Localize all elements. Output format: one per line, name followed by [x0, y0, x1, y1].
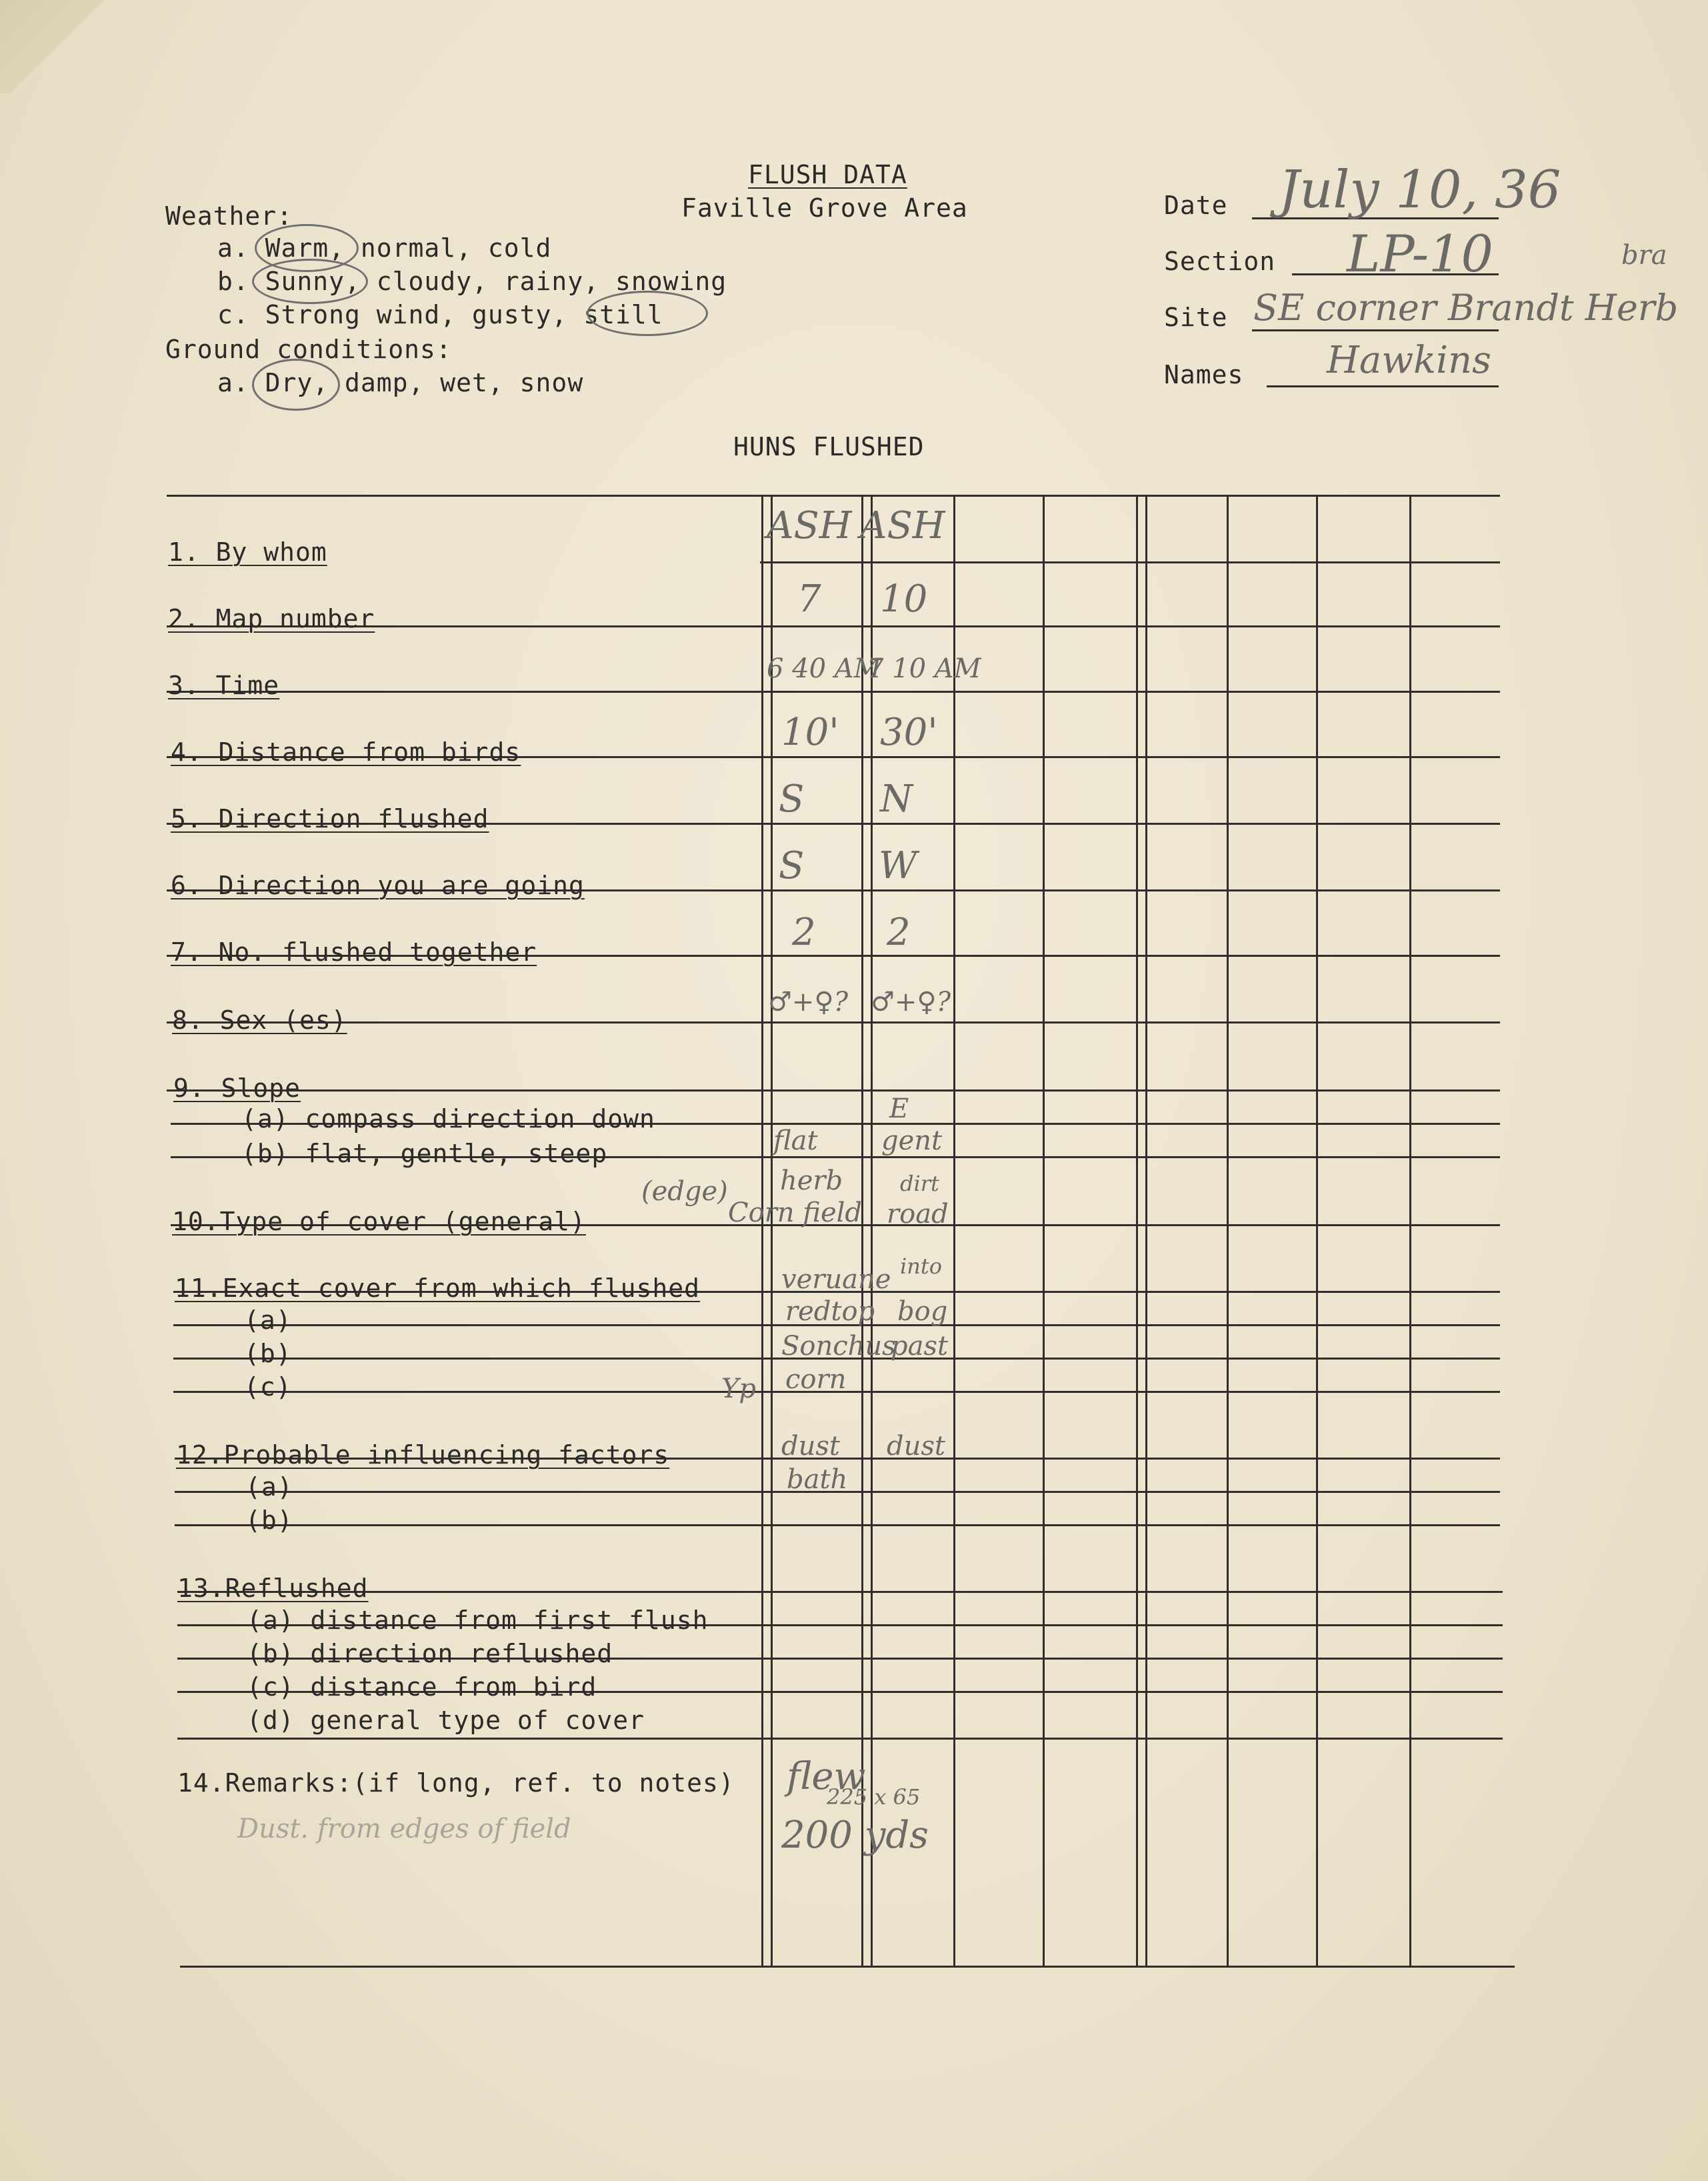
- circle-still: [587, 291, 708, 336]
- site-value: SE corner Brandt Herb: [1253, 287, 1679, 329]
- row-slope-b: (b) flat, gentle, steep: [241, 1139, 608, 1168]
- row-reflushed-c: (c) distance from bird: [247, 1672, 597, 1702]
- row-exact-cover-b: (b): [244, 1339, 292, 1368]
- site-line: [1252, 329, 1499, 331]
- row-exact-cover-c: (c): [244, 1372, 292, 1402]
- weather-option-c: c. Strong wind, gusty, still: [217, 300, 663, 329]
- row-map-number: 2. Map number: [168, 604, 375, 633]
- c1-influencing-a: bath: [787, 1464, 848, 1495]
- grid-column-line: [771, 496, 773, 1966]
- site-label: Site: [1164, 303, 1228, 332]
- row-sex: 8. Sex (es): [172, 1005, 347, 1035]
- row-remarks: 14.Remarks:(if long, ref. to notes): [177, 1768, 735, 1798]
- row-by-whom: 1. By whom: [168, 537, 327, 567]
- grid-row-line: [167, 691, 1500, 693]
- c2-sex: ♂+♀?: [871, 987, 951, 1017]
- c2-influencing: dust: [887, 1431, 945, 1462]
- c1-sex: ♂+♀?: [768, 987, 849, 1017]
- c1-influencing: dust: [781, 1431, 840, 1462]
- circle-dry: [252, 359, 340, 411]
- c2-slope-a: E: [889, 1094, 909, 1124]
- row-reflushed-b: (b) direction reflushed: [247, 1639, 613, 1668]
- grid-row-line: [177, 1738, 1503, 1740]
- c1-direction-going: S: [779, 844, 805, 887]
- c2-direction-going: W: [879, 844, 917, 887]
- c1-exact-cover: veruane: [781, 1264, 891, 1295]
- names-line: [1267, 385, 1499, 387]
- c2-direction-flushed: N: [880, 777, 913, 821]
- c2-exact-cover-a: bog: [897, 1296, 948, 1327]
- grid-column-line: [953, 496, 955, 1966]
- names-label: Names: [1164, 360, 1244, 389]
- weather-option-a: a. Warm, normal, cold: [217, 233, 552, 263]
- dust-margin-note: Dust. from edges of field: [237, 1814, 571, 1844]
- c2-exact-cover: into: [900, 1254, 942, 1279]
- yp-note: Yp: [721, 1374, 757, 1404]
- c2-remarks-1: 225 x 65: [827, 1784, 921, 1810]
- grid-column-line: [1227, 496, 1229, 1966]
- row-influencing-b: (b): [245, 1506, 293, 1535]
- c1-time: 6 40 AM: [767, 653, 881, 684]
- row-influencing-a: (a): [245, 1472, 293, 1502]
- c1-remarks-1: flew: [787, 1755, 866, 1798]
- form-subtitle: Faville Grove Area: [681, 193, 968, 223]
- edge-note: (edge): [641, 1176, 728, 1207]
- row-direction-flushed: 5. Direction flushed: [171, 804, 489, 833]
- c2-exact-cover-b: past: [891, 1331, 949, 1362]
- section-value: LP-10: [1347, 224, 1493, 283]
- row-exact-cover: 11.Exact cover from which flushed: [175, 1274, 700, 1303]
- c2-time: 7 10 AM: [867, 653, 981, 684]
- row-reflushed-d: (d) general type of cover: [247, 1706, 645, 1735]
- c1-cover-general-2: Corn field: [728, 1198, 863, 1228]
- row-time: 3. Time: [168, 671, 280, 700]
- grid-column-line: [871, 496, 873, 1966]
- row-exact-cover-a: (a): [244, 1306, 292, 1335]
- c2-map-number: 10: [880, 577, 928, 621]
- date-value: July 10, 36: [1279, 160, 1561, 220]
- c2-distance: 30': [880, 711, 938, 754]
- row-slope: 9. Slope: [173, 1073, 301, 1103]
- grid-row-line: [177, 1591, 1503, 1593]
- grid-column-line: [1136, 496, 1138, 1966]
- c1-exact-cover-c: corn: [785, 1364, 847, 1395]
- date-label: Date: [1164, 191, 1228, 220]
- section-label: Section: [1164, 247, 1276, 276]
- c2-cover-general-2: road: [887, 1199, 949, 1230]
- c1-slope-b: flat: [773, 1126, 818, 1156]
- grid-row-line: [167, 495, 1500, 497]
- c1-by-whom: ASH: [767, 504, 852, 547]
- c1-cover-general-1: herb: [780, 1166, 843, 1196]
- row-reflushed: 13.Reflushed: [177, 1574, 369, 1603]
- circle-sunny: [252, 259, 368, 304]
- c2-slope-b: gent: [881, 1126, 943, 1156]
- c2-by-whom: ASH: [860, 504, 945, 547]
- weather-option-b: b. Sunny, cloudy, rainy, snowing: [217, 267, 727, 296]
- grid-column-line: [1316, 496, 1318, 1966]
- ground-label: Ground conditions:: [165, 335, 452, 364]
- c2-cover-general-1: dirt: [900, 1171, 939, 1196]
- row-direction-going: 6. Direction you are going: [171, 871, 585, 900]
- grid-row-line: [167, 1089, 1500, 1092]
- row-distance: 4. Distance from birds: [171, 737, 521, 767]
- site-extra-note: bra: [1621, 240, 1667, 271]
- row-slope-a: (a) compass direction down: [241, 1104, 655, 1134]
- folded-corner: [0, 0, 120, 93]
- grid-column-line: [1145, 496, 1147, 1966]
- c1-no-flushed: 2: [792, 911, 816, 954]
- grid-column-line: [761, 496, 763, 1966]
- c1-exact-cover-a: redtop: [785, 1296, 875, 1327]
- form-title: FLUSH DATA: [748, 160, 907, 189]
- grid-column-line: [1043, 496, 1045, 1966]
- names-value: Hawkins: [1327, 339, 1491, 382]
- row-type-of-cover: 10.Type of cover (general): [172, 1207, 586, 1236]
- grid-column-line: [1409, 496, 1411, 1966]
- grid-column-line: [861, 496, 863, 1966]
- row-reflushed-a: (a) distance from first flush: [247, 1606, 709, 1635]
- c1-map-number: 7: [797, 577, 821, 621]
- weather-label: Weather:: [165, 201, 293, 231]
- c1-distance: 10': [781, 711, 839, 754]
- c2-no-flushed: 2: [887, 911, 911, 954]
- c1-exact-cover-b: Sonchus: [781, 1331, 896, 1362]
- huns-flushed-heading: HUNS FLUSHED: [733, 432, 925, 461]
- row-no-flushed: 7. No. flushed together: [171, 937, 537, 967]
- grid-row-line: [180, 1966, 1515, 1968]
- c1-remarks-2: 200 yds: [781, 1814, 929, 1857]
- grid-row-line: [175, 1524, 1500, 1526]
- c1-direction-flushed: S: [779, 777, 805, 821]
- row-influencing-factors: 12.Probable influencing factors: [176, 1440, 670, 1470]
- ground-option-a: a. Dry, damp, wet, snow: [217, 368, 584, 397]
- grid-row-line: [167, 1021, 1500, 1023]
